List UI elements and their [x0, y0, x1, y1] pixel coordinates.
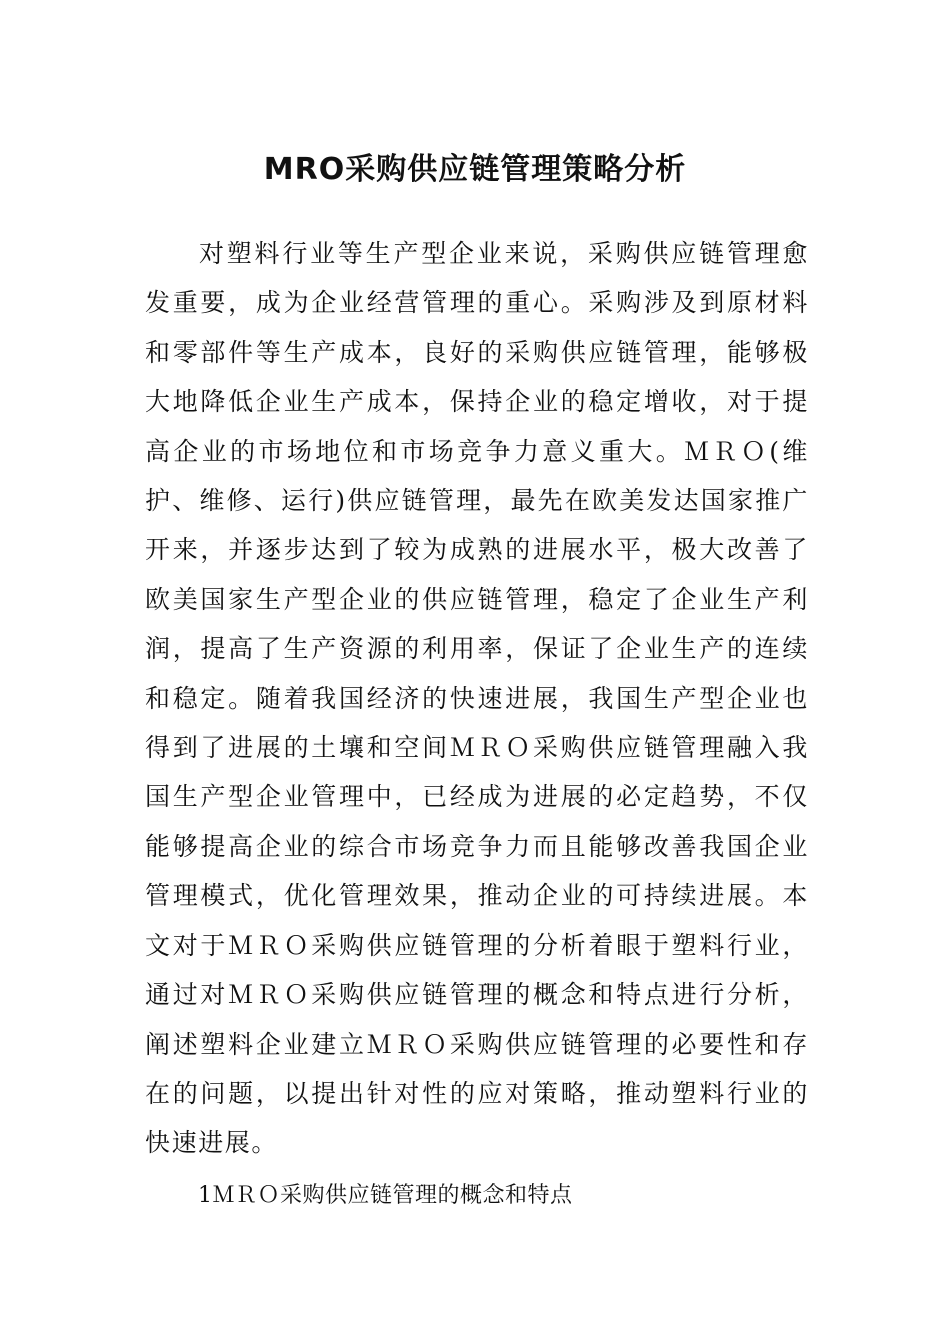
document-title: MRO采购供应链管理策略分析 [263, 152, 687, 188]
section-heading: 1ＭＲＯ采购供应链管理的概念和特点 [198, 1183, 573, 1208]
body-paragraph: 对塑料行业等生产型企业来说，采购供应链管理愈发重要，成为企业经营管理的重心。采购涉及到原材料和零部件等生产成本，良好的采购供应链管理，能够极大地降低企业生产成本，保持企业的稳定增收，对于提高企业的市场地位和市场竞争力意义重大。ＭＲＯ(维护、维修、运行)供应链管理，最先在欧美发达国家推广开来，并逐步达到了较为成熟的进展水平，极大改善了欧美国家生产型企业的供应链管理，稳定了企业生产利润，提高了生产资源的利用率，保证了企业生产的连续和稳定。随着我国经济的快速进展，我国生产型企业也得到了进展的土壤和空间ＭＲＯ采购供应链管理融入我国生产型企业管理中，已经成为进展的必定趋势，不仅能够提高企业的综合市场竞争力而且能够改善我国企业管理模式，优化管理效果，推动企业的可持续进展。本文对于ＭＲＯ采购供应链管理的分析着眼于塑料行业，通过对ＭＲＯ采购供应链管理的概念和特点进行分析，阐述塑料企业建立ＭＲＯ采购供应链管理的必要性和存在的问题，以提出针对性的应对策略，推动塑料行业的快速进展。 [145, 239, 809, 1158]
